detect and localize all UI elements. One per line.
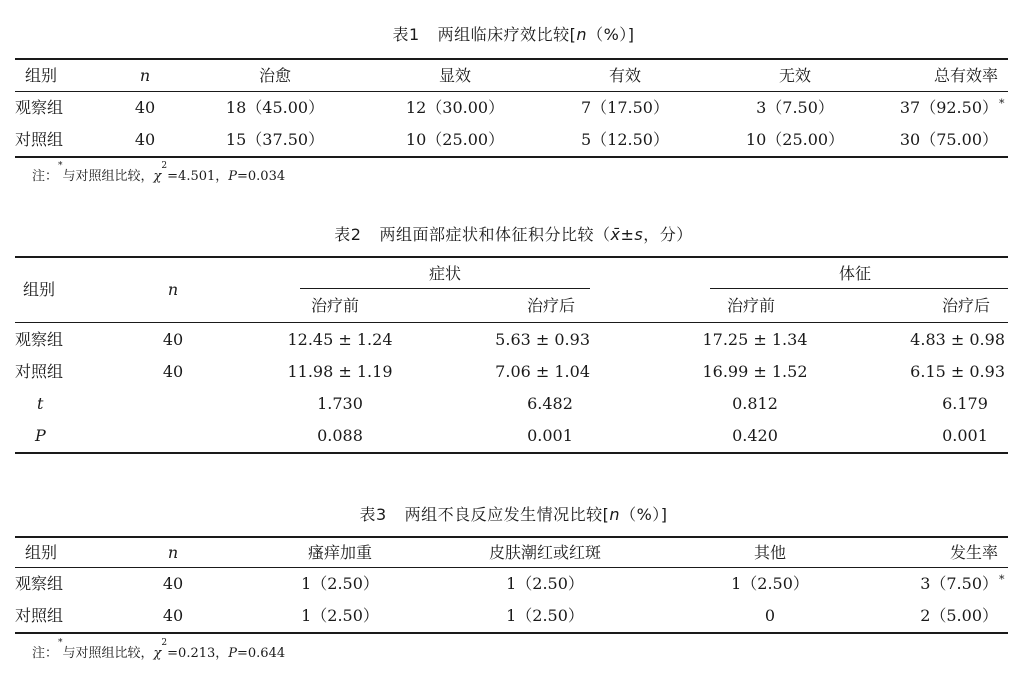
table1-title: 两组临床疗效比较[n（%）]	[437, 25, 635, 44]
t1-r1-effective: 7（17.50）	[581, 98, 669, 117]
t1-r2-n: 40	[134, 130, 156, 149]
t3-r2-rate: 2（5.00）	[920, 606, 998, 625]
t1-r1-total: 37（92.50）	[899, 98, 998, 117]
table3-bottom-rule	[15, 632, 1008, 634]
table3-header-row	[15, 539, 1008, 567]
t2-h-sym-after: 治疗后	[526, 296, 575, 315]
t2-h-sym-before: 治疗前	[311, 296, 360, 315]
t1-r2-total: 30（75.00）	[899, 130, 998, 149]
t2-r1-sign-after: 4.83 ± 0.98	[910, 330, 1005, 349]
t1-h-marked: 显效	[438, 66, 471, 85]
t3-r1-group: 观察组	[15, 574, 64, 593]
t2-r1-sign-before: 17.25 ± 1.34	[702, 330, 808, 349]
t2-r3-sym-before: 1.730	[317, 394, 363, 413]
t1-r1-cure: 18（45.00）	[225, 98, 325, 117]
t2-h-symptom: 症状	[428, 264, 461, 283]
table1-top-rule	[15, 58, 1008, 60]
t3-r1-flush: 1（2.50）	[506, 574, 584, 593]
t2-r4-sign-before: 0.420	[732, 426, 778, 445]
t3-h-n: n	[167, 543, 179, 562]
t1-r1-marked: 12（30.00）	[405, 98, 505, 117]
t1-h-cure: 治愈	[258, 66, 291, 85]
table1-caption	[0, 22, 1027, 45]
t2-r4-stat: P	[35, 426, 46, 445]
table2-top-rule	[15, 256, 1008, 258]
t2-r4-sign-after: 0.001	[942, 426, 988, 445]
t3-r2-itch: 1（2.50）	[301, 606, 379, 625]
t3-r2-group: 对照组	[15, 606, 64, 625]
t2-r1-sym-after: 5.63 ± 0.93	[495, 330, 590, 349]
table2-header-row2	[15, 292, 1008, 320]
t3-h-rate: 发生率	[949, 543, 998, 562]
t2-r2-sign-before: 16.99 ± 1.52	[702, 362, 808, 381]
t3-r2-n: 40	[162, 606, 184, 625]
table3-top-rule	[15, 536, 1008, 538]
t3-r1-itch: 1（2.50）	[301, 574, 379, 593]
t2-r2-sym-after: 7.06 ± 1.04	[495, 362, 590, 381]
table2-header-row1	[15, 260, 1008, 288]
t3-h-itch: 瘙痒加重	[307, 543, 372, 562]
table3-title: 两组不良反应发生情况比较[n（%）]	[404, 505, 668, 524]
t2-r2-n: 40	[162, 362, 184, 381]
table2-bottom-rule	[15, 452, 1008, 454]
table-row	[15, 390, 1008, 418]
table1-number: 表1	[392, 25, 420, 44]
table1-header-rule	[15, 91, 1008, 92]
t3-r1-rate: 3（7.50）	[920, 574, 998, 593]
t3-r1-other: 1（2.50）	[731, 574, 809, 593]
table1-note: 注：*与对照组比较，$\chi^2=4.501$，P=0.034	[32, 161, 286, 184]
table2-number: 表2	[334, 225, 362, 244]
t2-r2-group: 对照组	[15, 362, 64, 381]
t1-r1-n: 40	[134, 98, 156, 117]
t2-symptom-rule	[300, 288, 590, 289]
table2-caption	[0, 222, 1027, 245]
t3-h-other: 其他	[753, 543, 786, 562]
t3-r2-other: 0	[764, 606, 776, 625]
t3-r1-star: *	[999, 573, 1005, 586]
table3-number: 表3	[359, 505, 387, 524]
t1-r2-marked: 10（25.00）	[405, 130, 505, 149]
t1-h-n: n	[139, 66, 151, 85]
t2-r4-sym-before: 0.088	[317, 426, 363, 445]
table-row	[15, 94, 1008, 122]
t2-h-n: n	[167, 280, 179, 299]
t3-h-group: 组别	[25, 543, 58, 562]
t2-r2-sign-after: 6.15 ± 0.93	[910, 362, 1005, 381]
table3-header-rule	[15, 567, 1008, 568]
t2-r3-sign-after: 6.179	[942, 394, 988, 413]
t1-r2-effective: 5（12.50）	[581, 130, 669, 149]
t1-r1-ineffective: 3（7.50）	[756, 98, 834, 117]
t1-r1-star: *	[999, 97, 1005, 110]
table3-caption	[0, 502, 1027, 525]
t3-r1-n: 40	[162, 574, 184, 593]
table1-header-row	[15, 62, 1008, 90]
t2-h-sign-after: 治疗后	[941, 296, 990, 315]
table-row	[15, 602, 1008, 630]
t2-r3-sym-after: 6.482	[527, 394, 573, 413]
table2-title: 两组面部症状和体征积分比较（x̄±s，分）	[379, 225, 693, 244]
t1-r2-group: 对照组	[15, 130, 64, 149]
t1-h-group: 组别	[25, 66, 58, 85]
t2-h-sign: 体征	[838, 264, 871, 283]
table-row	[15, 326, 1008, 354]
t2-h-sign-before: 治疗前	[727, 296, 776, 315]
t3-h-flush: 皮肤潮红或红斑	[488, 543, 601, 562]
t1-r2-ineffective: 10（25.00）	[745, 130, 845, 149]
t3-r2-flush: 1（2.50）	[506, 606, 584, 625]
t1-r1-group: 观察组	[15, 98, 64, 117]
table1-bottom-rule	[15, 156, 1008, 158]
t2-r1-group: 观察组	[15, 330, 64, 349]
table-row	[15, 570, 1008, 598]
table-row	[15, 358, 1008, 386]
t1-h-total: 总有效率	[933, 66, 998, 85]
t1-h-effective: 有效	[608, 66, 641, 85]
t2-r3-sign-before: 0.812	[732, 394, 778, 413]
t1-h-ineffective: 无效	[778, 66, 811, 85]
t2-r4-sym-after: 0.001	[527, 426, 573, 445]
t1-r2-cure: 15（37.50）	[225, 130, 325, 149]
t2-r2-sym-before: 11.98 ± 1.19	[287, 362, 393, 381]
table2-header-rule	[15, 322, 1008, 323]
t2-h-group: 组别	[23, 280, 56, 299]
table-row	[15, 422, 1008, 450]
table-row	[15, 126, 1008, 154]
t2-sign-rule	[710, 288, 1008, 289]
table3-note: 注：*与对照组比较，$\chi^2=0.213$，P=0.644	[32, 638, 286, 661]
t2-r1-n: 40	[162, 330, 184, 349]
t2-r1-sym-before: 12.45 ± 1.24	[287, 330, 393, 349]
t2-r3-stat: t	[37, 394, 44, 413]
